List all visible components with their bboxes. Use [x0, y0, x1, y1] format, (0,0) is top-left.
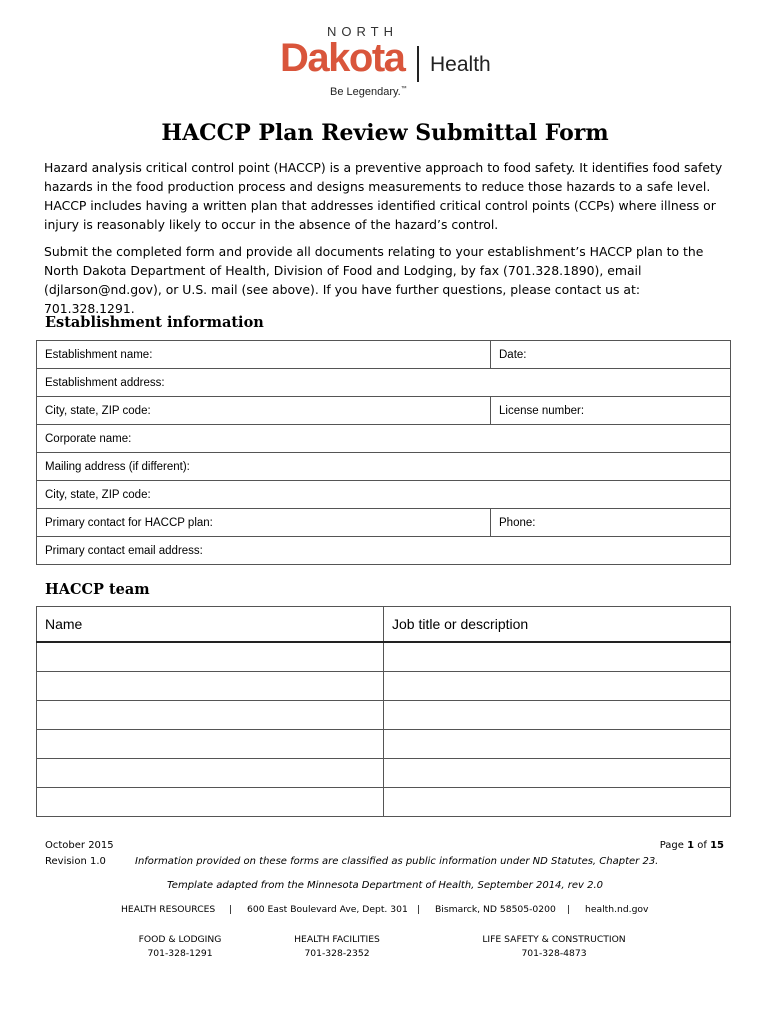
license-number-field[interactable]: License number: — [491, 397, 731, 425]
food-lodging-label: FOOD & LODGING — [138, 934, 222, 945]
city-address: Bismarck, ND 58505-0200 — [435, 904, 556, 915]
team-job-cell[interactable] — [384, 788, 731, 817]
life-safety-label: LIFE SAFETY & CONSTRUCTION — [482, 934, 626, 945]
footer-separator: | — [417, 904, 421, 915]
team-job-cell[interactable] — [384, 730, 731, 759]
team-job-cell[interactable] — [384, 672, 731, 701]
table-row — [37, 730, 731, 759]
primary-contact-field[interactable]: Primary contact for HACCP plan: — [37, 509, 491, 537]
table-row — [37, 397, 731, 425]
logo-tagline — [330, 86, 407, 98]
health-resources-label: HEALTH RESOURCES — [121, 904, 216, 915]
contact-email-field[interactable]: Primary contact email address: — [37, 537, 731, 565]
team-job-cell[interactable] — [384, 642, 731, 672]
logo-north-text: NORTH — [327, 24, 398, 39]
job-title-column-header: Job title or description — [384, 607, 731, 643]
page-of: of — [694, 840, 711, 851]
team-name-cell[interactable] — [37, 788, 384, 817]
team-name-cell[interactable] — [37, 759, 384, 788]
team-name-cell[interactable] — [37, 701, 384, 730]
date-field[interactable]: Date: — [491, 341, 731, 369]
footer-separator: | — [567, 904, 571, 915]
life-safety-contact — [470, 933, 638, 961]
table-row — [37, 341, 731, 369]
haccp-team-table — [36, 606, 731, 817]
health-facilities-phone: 701-328-2352 — [304, 948, 370, 959]
table-row — [37, 701, 731, 730]
page-prefix: Page — [659, 840, 688, 851]
corporate-name-field[interactable]: Corporate name: — [37, 425, 731, 453]
establishment-heading: Establishment information — [45, 314, 264, 331]
establishment-name-field[interactable]: Establishment name: — [37, 341, 491, 369]
health-facilities-contact — [275, 933, 399, 961]
table-row — [37, 642, 731, 672]
table-row — [37, 672, 731, 701]
public-info-notice: Information provided on these forms are classified as public information under ND Statutes, Chapter 23. — [135, 856, 659, 867]
tagline-text: Be Legendary. — [330, 86, 401, 98]
intro-paragraph: Hazard analysis critical control point (HACCP) is a preventive approach to food safety. It identifies food safety hazards in the food production process and designs measurements to reduce those hazards to a safe level. HACCP includes having a written plan that addresses identified critical control points (CCPs) where illness or injury is reasonably likely to occur in the absence of the hazard’s control. — [44, 160, 723, 232]
footer-revision: Revision 1.0 — [45, 856, 106, 867]
footer-separator: | — [229, 904, 233, 915]
table-row — [37, 369, 731, 397]
street-address: 600 East Boulevard Ave, Dept. 301 — [247, 904, 408, 915]
mailing-address-field[interactable]: Mailing address (if different): — [37, 453, 731, 481]
table-row — [37, 453, 731, 481]
template-credit: Template adapted from the Minnesota Department of Health, September 2014, rev 2.0 — [166, 880, 604, 891]
table-row — [37, 759, 731, 788]
logo-health-text: Health — [430, 53, 491, 76]
phone-field[interactable]: Phone: — [491, 509, 731, 537]
table-header-row — [37, 607, 731, 643]
establishment-table — [36, 340, 731, 565]
life-safety-phone: 701-328-4873 — [521, 948, 587, 959]
submission-paragraph: Submit the completed form and provide all documents relating to your establishment’s HACCP plan to the North Dakota Department of Health, Division of Food and Lodging, by fax (701.328.1890), email (djlarson@nd.gov), or U.S. mail (see above). If you have further questions, please contact us at: 701.328.1291. — [44, 244, 704, 316]
establishment-address-field[interactable]: Establishment address: — [37, 369, 731, 397]
team-job-cell[interactable] — [384, 701, 731, 730]
team-name-cell[interactable] — [37, 642, 384, 672]
page-number — [660, 840, 724, 851]
trademark-symbol: ™ — [400, 86, 407, 92]
name-column-header: Name — [37, 607, 384, 643]
logo-divider — [417, 46, 419, 82]
page-title: HACCP Plan Review Submittal Form — [161, 120, 609, 146]
table-row — [37, 537, 731, 565]
table-row — [37, 481, 731, 509]
team-job-cell[interactable] — [384, 759, 731, 788]
website-link[interactable]: health.nd.gov — [585, 904, 649, 915]
page-total: 15 — [710, 840, 724, 851]
team-name-cell[interactable] — [37, 730, 384, 759]
haccp-team-heading: HACCP team — [45, 581, 150, 598]
team-name-cell[interactable] — [37, 672, 384, 701]
nd-health-logo — [280, 24, 500, 104]
logo-dakota-text: Dakota — [280, 36, 405, 80]
health-facilities-label: HEALTH FACILITIES — [294, 934, 380, 945]
food-lodging-phone: 701-328-1291 — [147, 948, 213, 959]
table-row — [37, 425, 731, 453]
food-lodging-contact — [120, 933, 240, 961]
table-row — [37, 509, 731, 537]
mailing-city-state-zip-field[interactable]: City, state, ZIP code: — [37, 481, 731, 509]
table-row — [37, 788, 731, 817]
page-current: 1 — [687, 840, 695, 851]
footer-date: October 2015 — [45, 840, 114, 851]
city-state-zip-field[interactable]: City, state, ZIP code: — [37, 397, 491, 425]
